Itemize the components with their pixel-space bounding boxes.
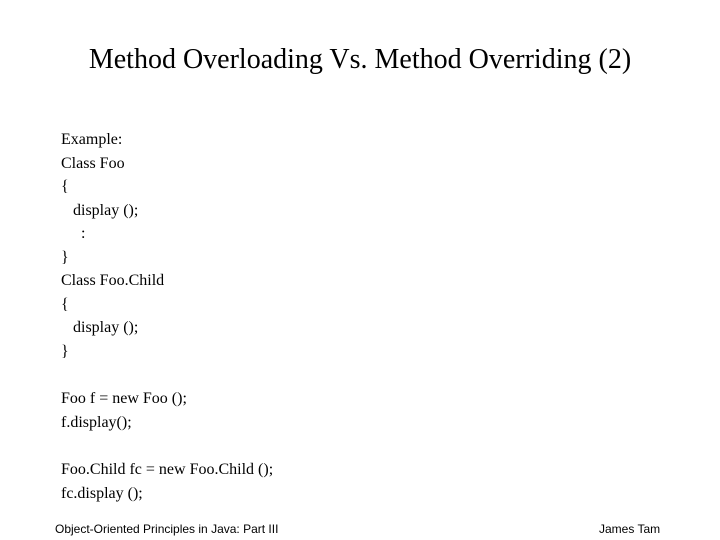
body-line-example: Example: [61,131,123,148]
code-line-open-brace: { [61,178,69,195]
code-line-class-foo-child: Class Foo.Child [61,272,165,289]
code-line-fc-display: fc.display (); [61,484,143,502]
code-line-ellipsis: : [61,225,86,242]
code-line-open-brace: { [61,295,69,313]
code-line-f-display: f.display(); [61,413,132,431]
spacer [61,363,661,387]
footer-author: James Tam [599,522,661,536]
slide-body [61,128,661,505]
spacer [61,434,661,458]
slide-title: Method Overloading Vs. Method Overriding (2) [88,44,632,75]
code-line-close-brace: } [61,342,69,360]
code-line-display: display (); [61,201,139,219]
code-line-display: display (); [61,319,139,336]
footer-course-title: Object-Oriented Principles in Java: Part III [55,522,279,536]
code-line-new-foo: Foo f = new Foo (); [61,390,187,407]
code-line-close-brace: } [61,248,69,266]
code-line-class-foo: Class Foo [61,154,125,172]
code-line-new-foo-child: Foo.Child fc = new Foo.Child (); [61,461,274,478]
